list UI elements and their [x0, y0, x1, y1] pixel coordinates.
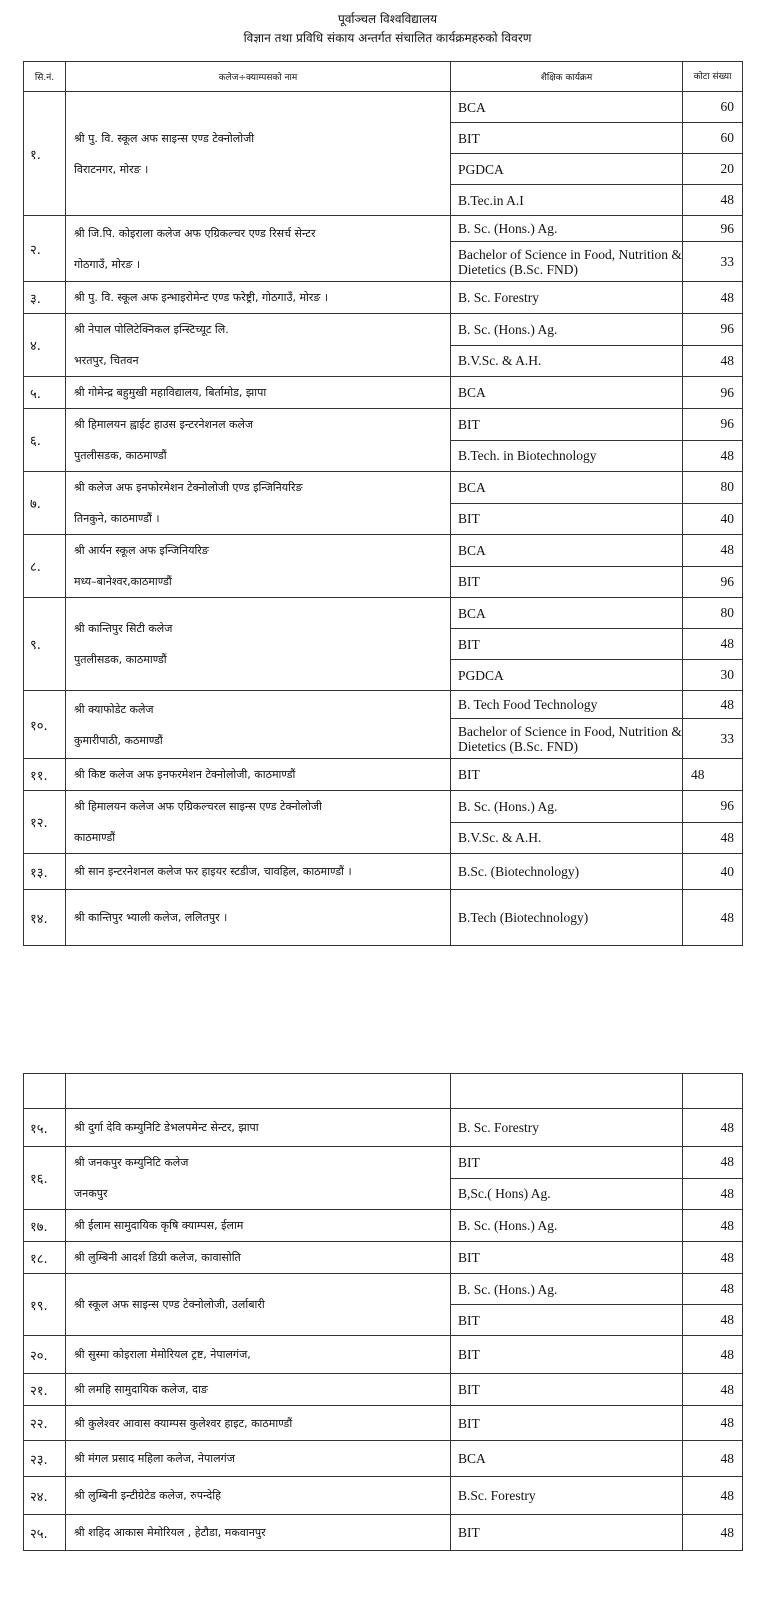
table-row	[24, 791, 743, 823]
program-cell: BIT	[451, 1147, 683, 1179]
serial-number-cell: २४.	[24, 1477, 66, 1515]
program-cell: B.Tec.in A.I	[451, 185, 683, 216]
program-cell: BIT	[451, 1336, 683, 1374]
college-name-line: श्री कलेज अफ इनफोरमेशन टेक्नोलोजी एण्ड इन्जिनियरिङ	[74, 481, 303, 494]
serial-number-cell: १२.	[24, 791, 66, 854]
program-cell: BCA	[451, 92, 683, 123]
serial-number-cell: १०.	[24, 691, 66, 759]
program-cell: B. Sc. (Hons.) Ag.	[451, 314, 683, 346]
quota-cell: 48	[683, 1406, 743, 1441]
table-row	[24, 1336, 743, 1374]
college-name-line: श्री मंगल प्रसाद महिला कलेज, नेपालगंज	[74, 1452, 235, 1465]
program-cell: BIT	[451, 123, 683, 154]
quota-cell: 96	[683, 314, 743, 346]
college-name-cell	[66, 1109, 451, 1147]
table-row	[24, 759, 743, 791]
quota-cell: 48	[683, 185, 743, 216]
college-name-line: श्री जि.पि. कोइराला कलेज अफ एग्रिकल्चर एण्ड रिसर्च सेन्टर	[74, 226, 316, 240]
quota-cell: 33	[683, 242, 743, 282]
college-name-line: श्री कान्तिपुर सिटी कलेज	[74, 622, 173, 635]
table-row	[24, 377, 743, 409]
college-name-line: श्री कान्तिपुर भ्याली कलेज, ललितपुर ।	[74, 911, 228, 924]
program-cell: B.Tech. in Biotechnology	[451, 440, 683, 472]
quota-cell: 48	[683, 759, 743, 791]
college-name-cell	[66, 314, 451, 377]
col-header-quota: कोटा संख्या	[683, 62, 743, 92]
college-name-line: गोठगाउँ, मोरङ ।	[74, 257, 141, 271]
college-name-cell	[66, 1242, 451, 1274]
university-title: पूर्वाञ्चल विश्वविद्यालय	[337, 12, 438, 26]
program-cell: B. Sc. Forestry	[451, 282, 683, 314]
empty-top-row	[24, 1074, 743, 1109]
college-name-line: श्री लुम्बिनी इन्टीग्रेटेड कलेज, रुपन्देहि	[74, 1489, 221, 1502]
quota-cell: 48	[683, 535, 743, 567]
table-row	[24, 216, 743, 242]
college-name-line: कुमारीपाठी, कठमाण्डौं	[74, 733, 163, 747]
quota-cell: 48	[683, 1210, 743, 1242]
table-row	[24, 409, 743, 441]
table-row	[24, 314, 743, 346]
college-name-line: श्री स्कूल अफ साइन्स एण्ड टेक्नोलोजी, उर्लाबारी	[74, 1298, 265, 1311]
table-row	[24, 282, 743, 314]
program-cell: B.Tech (Biotechnology)	[451, 890, 683, 946]
quota-cell: 96	[683, 791, 743, 823]
college-name-line: श्री क्याफोडेट कलेज	[74, 702, 154, 716]
quota-cell: 48	[683, 1441, 743, 1477]
program-cell: BCA	[451, 377, 683, 409]
serial-number-cell: ४.	[24, 314, 66, 377]
college-name-cell	[66, 854, 451, 890]
table-row	[24, 1242, 743, 1274]
college-name-line: मध्य–बानेश्वर,काठमाण्डौं	[74, 575, 172, 588]
program-cell: BIT	[451, 409, 683, 441]
program-cell: BIT	[451, 629, 683, 660]
college-name-cell	[66, 535, 451, 598]
program-cell: BIT	[451, 566, 683, 598]
college-name-cell	[66, 1336, 451, 1374]
college-name-line: श्री सुस्मा कोइराला मेमोरियल ट्रष्ट, नेपालगंज,	[74, 1348, 251, 1361]
college-name-line: श्री सान इन्टरनेशनल कलेज फर हाइयर स्टडीज, चावहिल, काठमाण्डौं ।	[74, 865, 352, 878]
quota-cell: 96	[683, 409, 743, 441]
table-row	[24, 92, 743, 123]
program-cell: B. Sc. Forestry	[451, 1109, 683, 1147]
table-row	[24, 598, 743, 629]
quota-cell: 48	[683, 440, 743, 472]
quota-cell: 48	[683, 345, 743, 377]
program-cell: B.Sc. (Biotechnology)	[451, 854, 683, 890]
program-cell: B. Sc. (Hons.) Ag.	[451, 1274, 683, 1305]
table-row	[24, 1374, 743, 1406]
college-name-cell	[66, 282, 451, 314]
program-cell: BIT	[451, 1406, 683, 1441]
program-cell: Bachelor of Science in Food, Nutrition & Dietetics (B.Sc. FND)	[451, 242, 683, 282]
quota-cell: 80	[683, 598, 743, 629]
quota-cell: 40	[683, 503, 743, 535]
program-cell: BCA	[451, 535, 683, 567]
program-cell: Bachelor of Science in Food, Nutrition & Dietetics (B.Sc. FND)	[451, 719, 683, 759]
college-name-cell	[66, 472, 451, 535]
program-cell: B. Sc. (Hons.) Ag.	[451, 791, 683, 823]
college-name-cell	[66, 216, 451, 282]
college-name-line: श्री हिमालयन कलेज अफ एग्रिकल्चरल साइन्स एण्ड टेक्नोलोजी	[74, 800, 322, 813]
quota-cell: 48	[683, 890, 743, 946]
quota-cell: 48	[683, 691, 743, 719]
table-row	[24, 854, 743, 890]
college-name-line: श्री हिमालयन ह्वाईट हाउस इन्टरनेशनल कलेज	[74, 418, 254, 431]
serial-number-cell: १७.	[24, 1210, 66, 1242]
program-cell: B. Tech Food Technology	[451, 691, 683, 719]
serial-number-cell: ५.	[24, 377, 66, 409]
college-name-cell	[66, 377, 451, 409]
program-cell: BIT	[451, 1305, 683, 1336]
quota-cell: 48	[683, 1336, 743, 1374]
quota-cell: 30	[683, 660, 743, 691]
program-cell: BCA	[451, 598, 683, 629]
program-cell: BIT	[451, 1374, 683, 1406]
program-cell: B. Sc. (Hons.) Ag.	[451, 1210, 683, 1242]
programs-table-part-2	[23, 1073, 743, 1551]
college-name-cell	[66, 1210, 451, 1242]
quota-cell: 48	[683, 1477, 743, 1515]
college-name-cell	[66, 1274, 451, 1336]
college-name-line: श्री लमहि सामुदायिक कलेज, दाङ	[74, 1383, 208, 1396]
serial-number-cell: १६.	[24, 1147, 66, 1210]
serial-number-cell: ७.	[24, 472, 66, 535]
college-name-cell	[66, 890, 451, 946]
college-name-line: जनकपुर	[74, 1187, 108, 1200]
program-cell: BIT	[451, 759, 683, 791]
program-cell: PGDCA	[451, 154, 683, 185]
program-cell: PGDCA	[451, 660, 683, 691]
serial-number-cell: १.	[24, 92, 66, 216]
program-cell: BIT	[451, 1242, 683, 1274]
table-row	[24, 890, 743, 946]
serial-number-cell: २५.	[24, 1515, 66, 1551]
college-name-line: पुतलीसडक, काठमाण्डौं	[74, 449, 167, 462]
serial-number-cell: २१.	[24, 1374, 66, 1406]
quota-cell: 33	[683, 719, 743, 759]
program-cell: B.Sc. Forestry	[451, 1477, 683, 1515]
quota-cell: 60	[683, 123, 743, 154]
table-row	[24, 691, 743, 719]
college-name-line: श्री पु. वि. स्कूल अफ इन्भाइरोमेन्ट एण्ड फरेष्ट्री, गोठगाउँ, मोरङ ।	[74, 291, 329, 304]
quota-cell: 48	[683, 1305, 743, 1336]
program-cell: B. Sc. (Hons.) Ag.	[451, 216, 683, 242]
table-row	[24, 1477, 743, 1515]
college-name-line: श्री जनकपुर कम्युनिटि कलेज	[74, 1156, 189, 1169]
college-name-line: पुतलीसडक, काठमाण्डौं	[74, 653, 167, 666]
empty-cell	[451, 1074, 683, 1109]
quota-cell: 96	[683, 566, 743, 598]
empty-cell	[24, 1074, 66, 1109]
quota-cell: 48	[683, 1178, 743, 1210]
table-row	[24, 1109, 743, 1147]
college-name-cell	[66, 1477, 451, 1515]
college-name-cell	[66, 409, 451, 472]
college-name-line: विराटनगर, मोरङ ।	[74, 162, 149, 176]
table-row	[24, 1274, 743, 1305]
program-cell: BIT	[451, 1515, 683, 1551]
college-name-line: श्री ईलाम सामुदायिक कृषि क्याम्पस, ईलाम	[74, 1219, 244, 1232]
college-name-line: श्री गोमेन्द्र बहुमुखी महाविद्यालय, बिर्तामोड, झापा	[74, 386, 267, 399]
quota-cell: 40	[683, 854, 743, 890]
programs-table-part-1	[23, 61, 743, 946]
document-subtitle: विज्ञान तथा प्रविधि संकाय अन्तर्गत संचालित कार्यक्रमहरुको विवरण	[243, 31, 532, 45]
quota-cell: 48	[683, 1147, 743, 1179]
table-row	[24, 1147, 743, 1179]
college-name-line: श्री कुलेश्वर आवास क्याम्पस कुलेश्वर हाइट, काठमाण्डौं	[74, 1416, 293, 1430]
serial-number-cell: ३.	[24, 282, 66, 314]
college-name-line: काठमाण्डौं	[74, 831, 116, 844]
college-name-cell	[66, 1515, 451, 1551]
quota-cell: 96	[683, 216, 743, 242]
college-name-cell	[66, 791, 451, 854]
table-row	[24, 1406, 743, 1441]
serial-number-cell: १८.	[24, 1242, 66, 1274]
quota-cell: 48	[683, 1515, 743, 1551]
college-name-cell	[66, 759, 451, 791]
quota-cell: 48	[683, 282, 743, 314]
college-name-line: श्री शहिद आकास मेमोरियल , हेटौडा, मकवानपुर	[74, 1526, 266, 1539]
college-name-line: श्री आर्यन स्कूल अफ इन्जिनियरिङ	[74, 544, 209, 557]
program-cell: B.V.Sc. & A.H.	[451, 345, 683, 377]
table-row	[24, 1515, 743, 1551]
program-cell: BIT	[451, 503, 683, 535]
quota-cell: 96	[683, 377, 743, 409]
serial-number-cell: १३.	[24, 854, 66, 890]
quota-cell: 48	[683, 822, 743, 854]
serial-number-cell: १४.	[24, 890, 66, 946]
program-cell: BCA	[451, 1441, 683, 1477]
empty-cell	[683, 1074, 743, 1109]
college-name-line: श्री पु. वि. स्कूल अफ साइन्स एण्ड टेक्नोलोजी	[74, 131, 255, 145]
serial-number-cell: २०.	[24, 1336, 66, 1374]
serial-number-cell: ६.	[24, 409, 66, 472]
empty-cell	[66, 1074, 451, 1109]
college-name-line: तिनकुने, काठमाण्डौं ।	[74, 512, 160, 525]
college-name-cell	[66, 1374, 451, 1406]
college-name-line: श्री किष्ट कलेज अफ इनफरमेशन टेक्नोलोजी, काठमाण्डौं	[74, 768, 296, 781]
college-name-cell	[66, 598, 451, 691]
college-name-cell	[66, 1406, 451, 1441]
quota-cell: 80	[683, 472, 743, 504]
college-name-line: श्री दुर्गा देवि कम्युनिटि डेभलपमेन्ट सेन्टर, झापा	[74, 1121, 259, 1134]
serial-number-cell: २२.	[24, 1406, 66, 1441]
table-row	[24, 1441, 743, 1477]
quota-cell: 48	[683, 629, 743, 660]
col-header-college: कलेज÷क्याम्पसको नाम	[66, 62, 451, 92]
col-header-program: शैक्षिक कार्यक्रम	[451, 62, 683, 92]
quota-cell: 48	[683, 1109, 743, 1147]
serial-number-cell: ८.	[24, 535, 66, 598]
serial-number-cell: ९.	[24, 598, 66, 691]
col-header-serial: सि.नं.	[24, 62, 66, 92]
college-name-line: भरतपुर, चितवन	[74, 354, 139, 367]
college-name-cell	[66, 1147, 451, 1210]
table-row	[24, 535, 743, 567]
quota-cell: 48	[683, 1274, 743, 1305]
serial-number-cell: १९.	[24, 1274, 66, 1336]
college-name-cell	[66, 1441, 451, 1477]
quota-cell: 60	[683, 92, 743, 123]
serial-number-cell: १५.	[24, 1109, 66, 1147]
college-name-line: श्री नेपाल पोलिटेक्निकल इन्स्टिच्यूट लि.	[74, 323, 229, 336]
serial-number-cell: ११.	[24, 759, 66, 791]
table-row	[24, 472, 743, 504]
college-name-cell	[66, 691, 451, 759]
quota-cell: 48	[683, 1242, 743, 1274]
program-cell: B.V.Sc. & A.H.	[451, 822, 683, 854]
college-name-line: श्री लुम्बिनी आदर्श डिग्री कलेज, कावासोति	[74, 1251, 241, 1264]
table-row	[24, 1210, 743, 1242]
serial-number-cell: २.	[24, 216, 66, 282]
college-name-cell	[66, 92, 451, 216]
program-cell: BCA	[451, 472, 683, 504]
quota-cell: 20	[683, 154, 743, 185]
document-header	[0, 10, 775, 48]
program-cell: B,Sc.( Hons) Ag.	[451, 1178, 683, 1210]
table-header-row	[24, 62, 743, 92]
serial-number-cell: २३.	[24, 1441, 66, 1477]
quota-cell: 48	[683, 1374, 743, 1406]
